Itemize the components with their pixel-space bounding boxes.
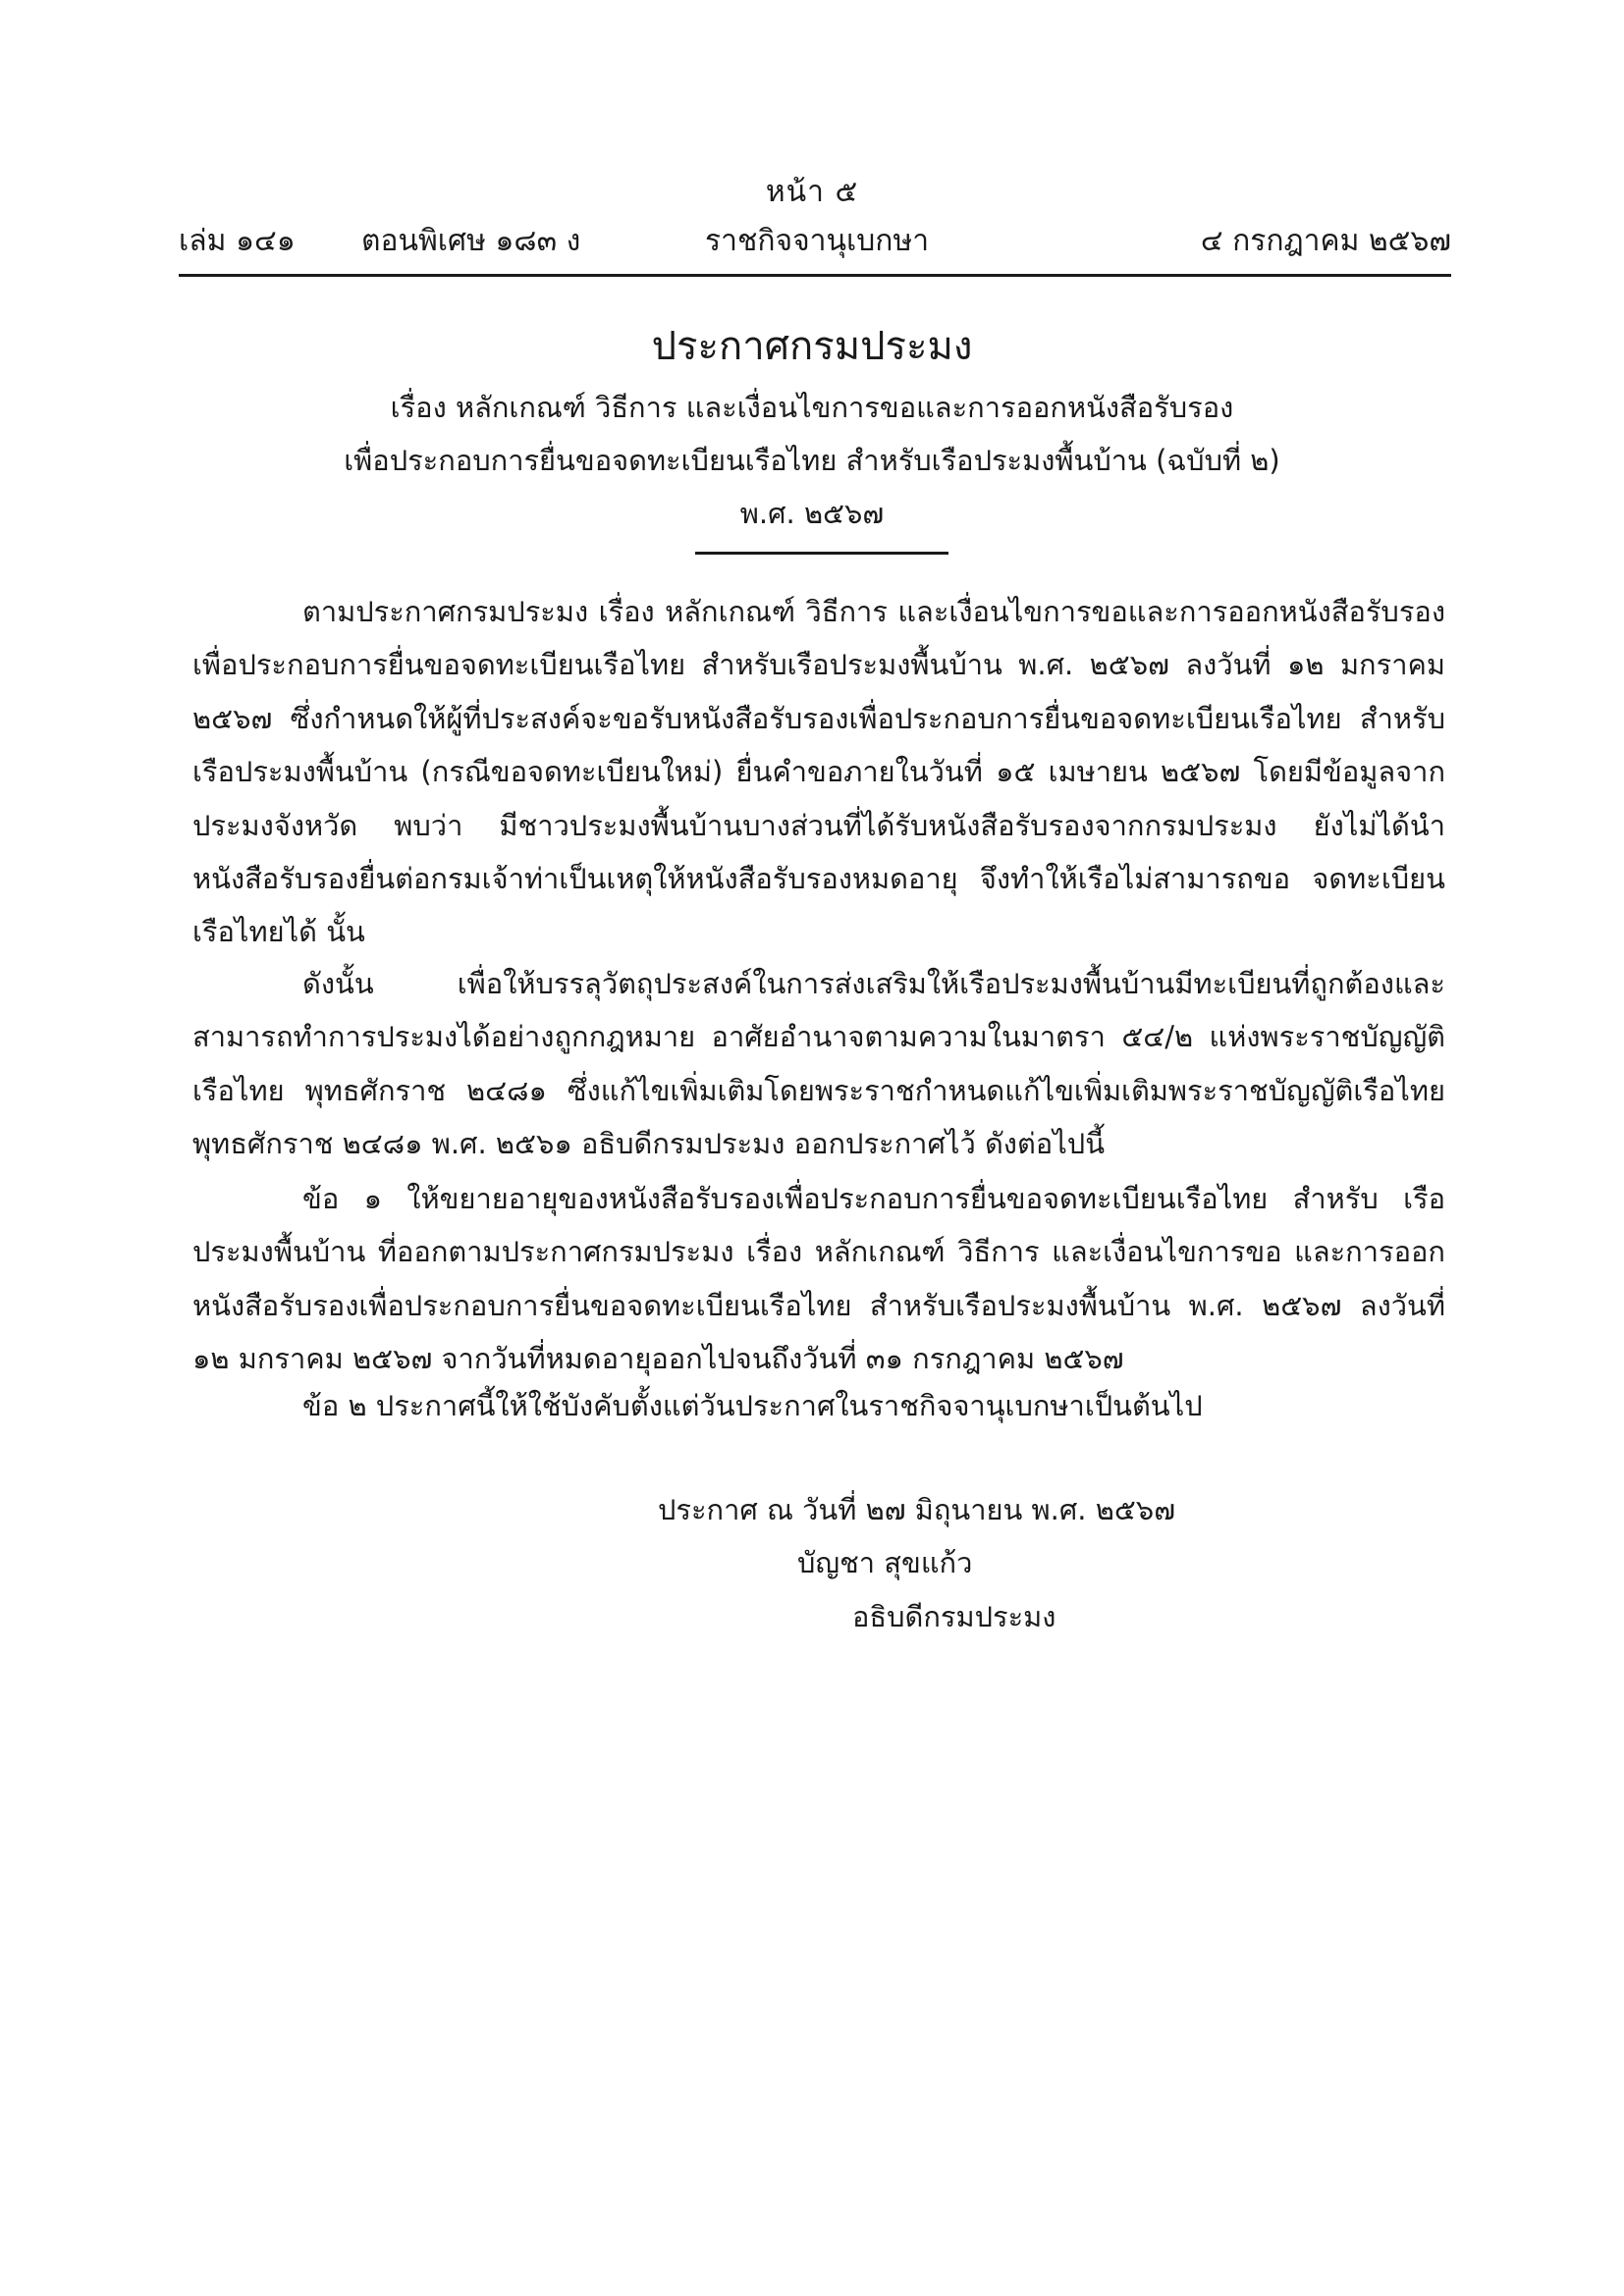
header-section: ตอนพิเศษ ๑๘๓ ง <box>361 224 581 258</box>
paragraph-text: ดังนั้น เพื่อให้บรรลุวัตถุประสงค์ในการส่งเสริมให้เรือประมงพื้นบ้านมีทะเบียนที่ถูกต้องและ สามารถทำการประมงได้อย่างถูกกฎหมาย อาศัยอำนาจตามความในมาตรา ๕๔/๒ แห่งพระราชบัญญัติ เรือไทย พุทธศักราช ๒๔๘๑ ซึ่งแก้ไขเพิ่มเติมโดยพระราชกำหนดแก้ไขเพิ่มเติมพระราชบัญญัติเรือไทย พุทธศักราช ๒๔๘๑ พ.ศ. ๒๕๖๑ อธิบดีกรมประมง ออกประกาศไว้ ดังต่อไปนี้ <box>192 967 1445 1161</box>
paragraph-text: ข้อ ๑ ให้ขยายอายุของหนังสือรับรองเพื่อประกอบการยื่นขอจดทะเบียนเรือไทย สำหรับ เรือประมงพื้นบ้าน ที่ออกตามประกาศกรมประมง เรื่อง หลักเกณฑ์ วิธีการ และเงื่อนไขการขอ และการออกหนังสือรับรองเพื่อประกอบการยื่นขอจดทะเบียนเรือไทย สำหรับเรือประมงพื้นบ้าน พ.ศ. ๒๕๖๗ ลงวันที่ ๑๒ มกราคม ๒๕๖๗ จากวันที่หมดอายุออกไปจนถึงวันที่ ๓๑ กรกฎาคม ๒๕๖๗ <box>192 1182 1445 1376</box>
header-volume: เล่ม ๑๔๑ <box>179 224 296 258</box>
header-publication: ราชกิจจานุเบกษา <box>705 224 930 258</box>
body-paragraph-1 <box>192 585 1445 959</box>
announcement-year: พ.ศ. ๒๕๖๗ <box>739 497 885 530</box>
paragraph-text: ตามประกาศกรมประมง เรื่อง หลักเกณฑ์ วิธีการ และเงื่อนไขการขอและการออกหนังสือรับรอง เพื่อประกอบการยื่นขอจดทะเบียนเรือไทย สำหรับเรือประมงพื้นบ้าน พ.ศ. ๒๕๖๗ ลงวันที่ ๑๒ มกราคม ๒๕๖๗ ซึ่งกำหนดให้ผู้ที่ประสงค์จะขอรับหนังสือรับรองเพื่อประกอบการยื่นขอจดทะเบียนเรือไทย สำหรับเรือประมงพื้นบ้าน (กรณีขอจดทะเบียนใหม่) ยื่นคำขอภายในวันที่ ๑๕ เมษายน ๒๕๖๗ โดยมีข้อมูลจากประมงจังหวัด พบว่า มีชาวประมงพื้นบ้านบางส่วนที่ได้รับหนังสือรับรองจากกรมประมง ยังไม่ได้นำหนังสือรับรองยื่นต่อกรมเจ้าท่าเป็นเหตุให้หนังสือรับรองหมดอายุ จึงทำให้เรือไม่สามารถขอ จดทะเบียนเรือไทยได้ นั้น <box>192 595 1445 949</box>
title-divider <box>695 552 948 555</box>
signatory-name: บัญชา สุขแก้ว <box>797 1546 973 1579</box>
page-number: หน้า ๕ <box>765 175 859 209</box>
body-paragraph-2 <box>192 957 1445 1171</box>
signatory-title: อธิบดีกรมประมง <box>852 1600 1056 1633</box>
signature-date: ประกาศ ณ วันที่ ๒๗ มิถุนายน พ.ศ. ๒๕๖๗ <box>658 1493 1176 1526</box>
body-paragraph-3 <box>192 1172 1445 1386</box>
header-divider <box>179 274 1451 277</box>
paragraph-text: ข้อ ๒ ประกาศนี้ให้ใช้บังคับตั้งแต่วันประกาศในราชกิจจานุเบกษาเป็นต้นไป <box>302 1389 1203 1422</box>
announcement-subject-line-2: เพื่อประกอบการยื่นขอจดทะเบียนเรือไทย สำหรับเรือประมงพื้นบ้าน (ฉบับที่ ๒) <box>344 444 1280 477</box>
announcement-subject-line-1: เรื่อง หลักเกณฑ์ วิธีการ และเงื่อนไขการขอและการออกหนังสือรับรอง <box>390 391 1234 424</box>
gazette-header <box>179 218 1451 267</box>
announcement-title: ประกาศกรมประมง <box>651 324 973 369</box>
body-paragraph-4 <box>192 1379 1445 1432</box>
header-date: ๔ กรกฎาคม ๒๕๖๗ <box>1200 224 1451 258</box>
